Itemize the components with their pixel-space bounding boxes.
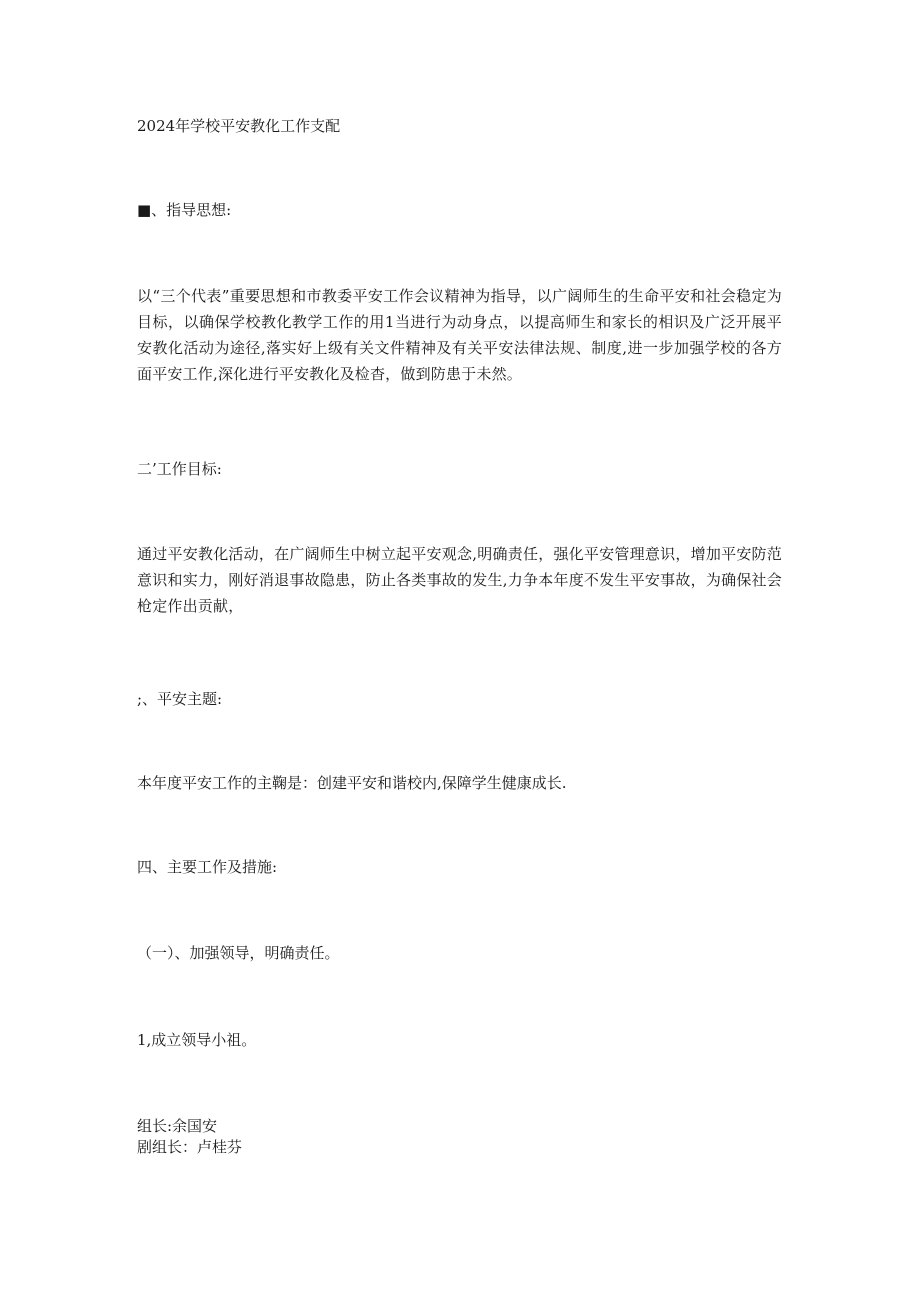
section-heading-guiding-ideology: ■、指导思想: xyxy=(137,201,232,219)
section-body-work-goals: 通过平安教化活动，在广阔师生中树立起平安观念,明确责任，强化平安管理意识，增加平安防范意识和实力，刚好消退事故隐患，防止各类事故的发生,力争本年度不发生平安事故，为确保社会枪定作出贡献， xyxy=(137,545,782,615)
section-heading-safety-theme: ;、平安主题: xyxy=(137,690,223,708)
deputy-group-leader: 剧组长：卢桂芬 xyxy=(137,1138,243,1156)
document-title: 2024年学校平安教化工作支配 xyxy=(137,117,341,135)
group-leader: 组长:余国安 xyxy=(137,1117,218,1135)
list-item-leading-group: 1,成立领导小祖。 xyxy=(137,1031,257,1049)
section-heading-main-work: 四、主要工作及措施: xyxy=(137,858,278,876)
subsection-strengthen-leadership: （一）、加强领导，明确责任。 xyxy=(137,944,340,962)
section-body-safety-theme: 本年度平安工作的主鞠是：创建平安和谐校内,保障学生健康成长. xyxy=(137,774,567,792)
section-heading-work-goals: 二’工作目标: xyxy=(137,460,222,478)
section-body-guiding-ideology: 以“三个代表”重要思想和市教委平安工作会议精神为指导，以广阔师生的生命平安和社会稳定为目标，以确保学校教化教学工作的用1当进行为动身点，以提高师生和家长的相识及广泛开展平安教化活动为途径,落实好上级有关文件精神及有关平安法律法规、制度,进一步加强学校的各方面平安工作,深化进行平安教化及检杳，做到防患于未然。 xyxy=(137,287,782,383)
